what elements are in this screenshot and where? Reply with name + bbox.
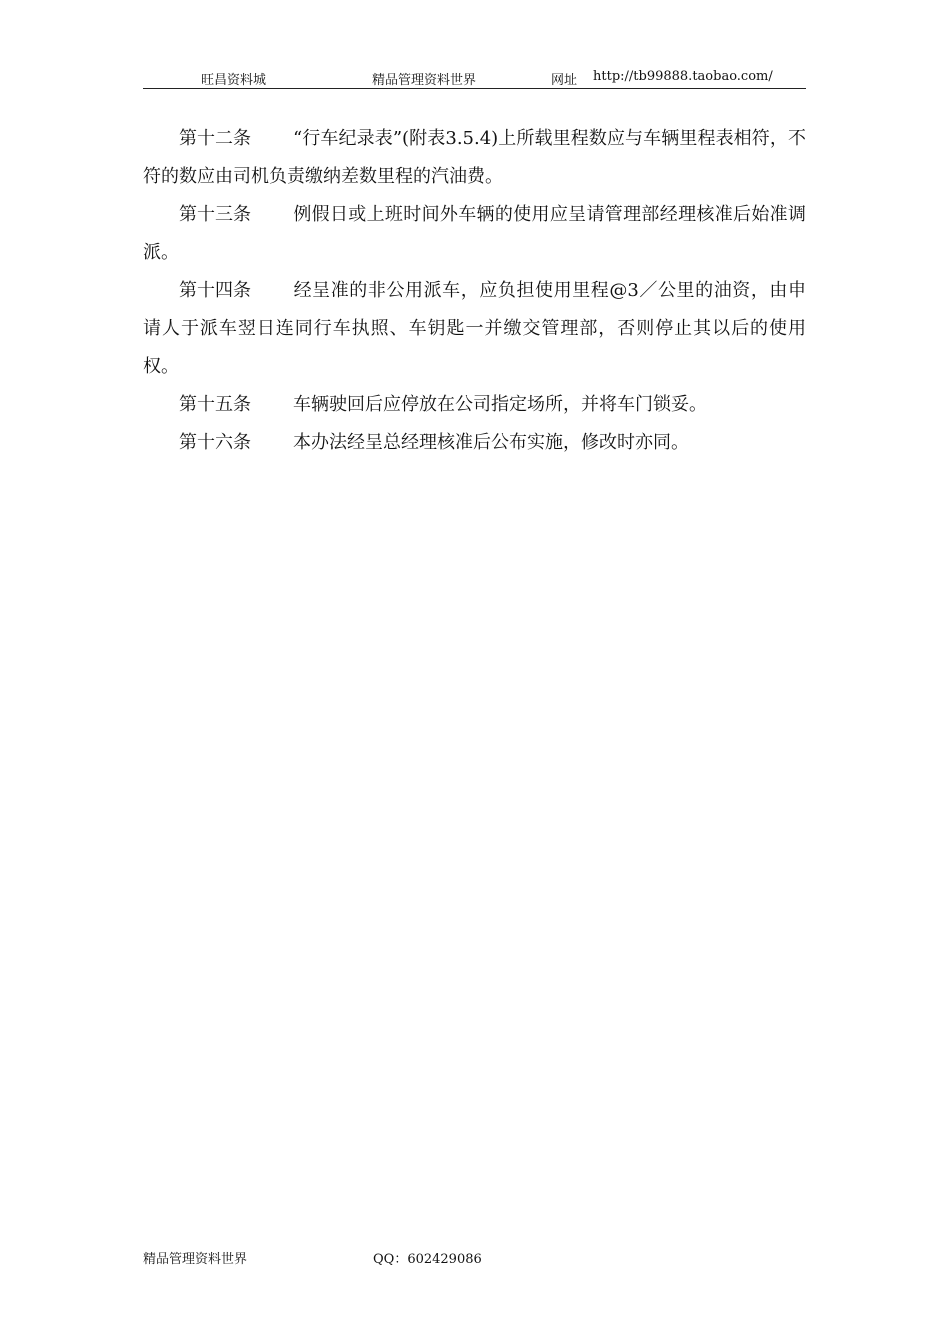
article-text: 例假日或上班时间外车辆的使用应呈请管理部经理核准后始准调派。 <box>143 204 806 263</box>
article-16 <box>143 424 806 462</box>
article-number: 第十二条 <box>179 128 251 149</box>
footer-qq: QQ：602429086 <box>373 1252 482 1267</box>
header-brand: 精品管理资料世界 <box>372 73 477 88</box>
article-14 <box>143 272 806 386</box>
article-number: 第十五条 <box>179 394 251 415</box>
article-text: 本办法经呈总经理核准后公布实施，修改时亦同。 <box>293 432 689 453</box>
article-text: 经呈准的非公用派车，应负担使用里程@3／公里的油资，由申请人于派车翌日连同行车执照、车钥匙一并缴交管理部，否则停止其以后的使用权。 <box>143 280 806 377</box>
article-text: 车辆驶回后应停放在公司指定场所，并将车门锁妥。 <box>293 394 707 415</box>
article-number: 第十四条 <box>179 280 251 301</box>
article-text: “行车纪录表”(附表3.5.4)上所载里程数应与车辆里程表相符，不符的数应由司机负责缴纳差数里程的汽油费。 <box>143 128 806 187</box>
header-site-name: 旺昌资料城 <box>201 73 267 88</box>
article-number: 第十六条 <box>179 432 251 453</box>
page-header <box>143 68 806 89</box>
article-number: 第十三条 <box>179 204 251 225</box>
document-body <box>143 120 806 462</box>
article-15 <box>143 386 806 424</box>
header-url-label: 网址 <box>551 73 578 88</box>
header-url: http://tb99888.taobao.com/ <box>593 69 773 84</box>
article-12 <box>143 120 806 196</box>
article-13 <box>143 196 806 272</box>
page-footer <box>143 1248 806 1268</box>
footer-brand: 精品管理资料世界 <box>143 1252 248 1267</box>
